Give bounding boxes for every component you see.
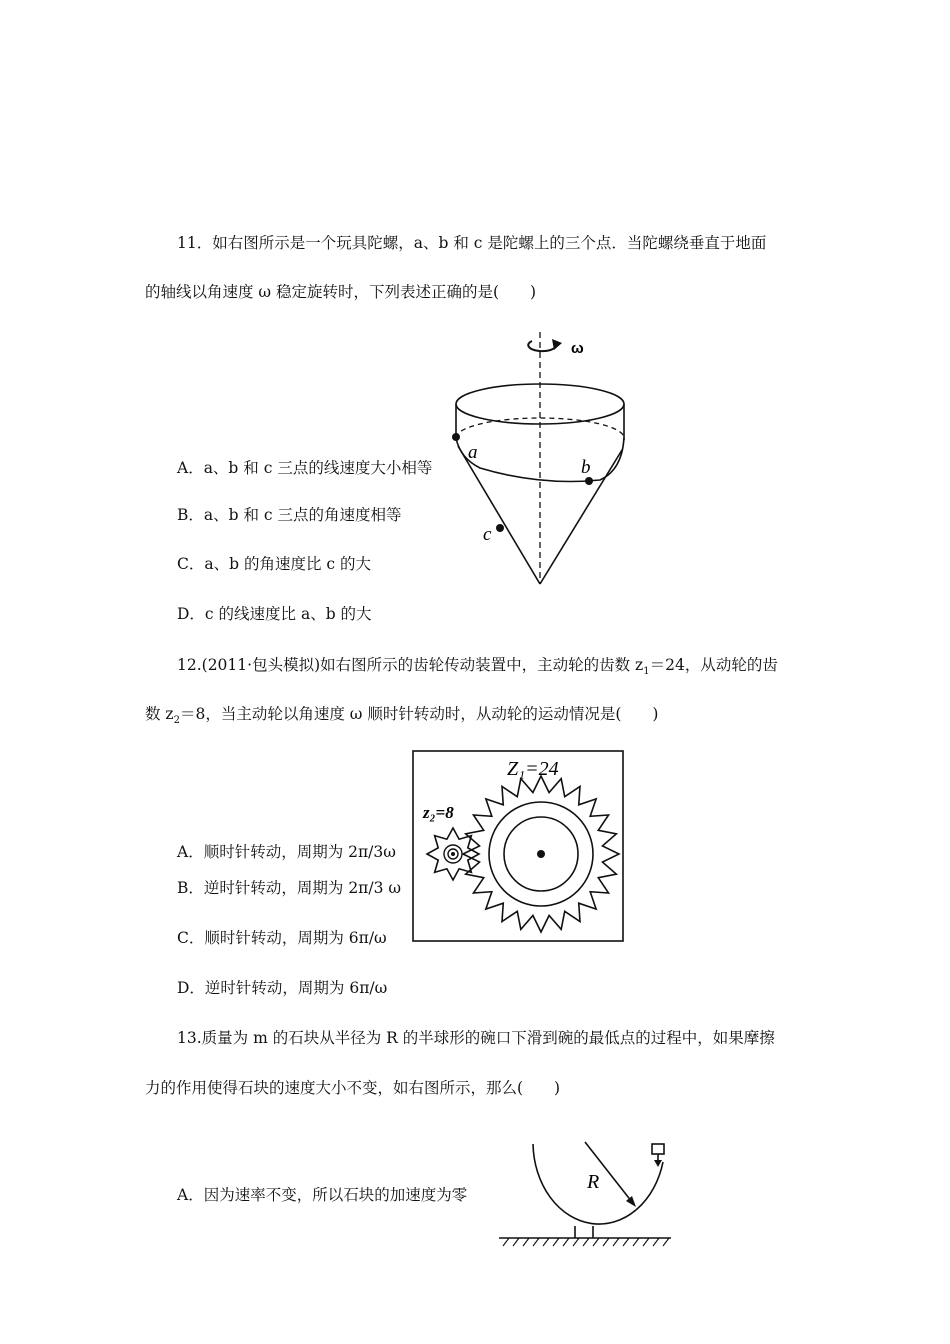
q12-option-a: A．顺时针转动，周期为 2π/3ω — [177, 843, 396, 861]
stone-block — [652, 1144, 664, 1154]
q12-option-b: B．逆时针转动，周期为 2π/3 ω — [177, 879, 402, 897]
q11-option-d: D．c 的线速度比 a、b 的大 — [177, 605, 372, 623]
label-a: a — [468, 442, 478, 463]
q13-line1: 13.质量为 m 的石块从半径为 R 的半球形的碗口下滑到碗的最低点的过程中，如果摩擦 — [177, 1029, 775, 1047]
bowl-figure — [495, 1138, 675, 1253]
q12-line1: 12.(2011·包头模拟)如右图所示的齿轮传动装置中，主动轮的齿数 $z_1=24$，从动轮的齿 — [177, 656, 778, 677]
q12-option-d: D．逆时针转动，周期为 6π/ω — [177, 979, 388, 997]
point-b — [585, 477, 593, 485]
q11-option-a: A．a、b 和 c 三点的线速度大小相等 — [177, 459, 433, 477]
q13-line2: 力的作用使得石块的速度大小不变，如右图所示，那么( ) — [145, 1079, 561, 1097]
q12-line2: 数 $z_2=8$，当主动轮以角速度 ω 顺时针转动时，从动轮的运动情况是( ) — [145, 705, 659, 726]
z1-label: Z₁=24 — [507, 758, 559, 780]
label-c: c — [483, 524, 492, 545]
label-b: b — [581, 457, 591, 478]
spinning-top-figure — [440, 330, 640, 590]
q11-line2: 的轴线以角速度 ω 稳定旋转时，下列表述正确的是( ) — [145, 283, 537, 301]
point-c — [496, 524, 504, 532]
q12-option-c: C．顺时针转动，周期为 6π/ω — [177, 929, 387, 947]
q11-option-b: B．a、b 和 c 三点的角速度相等 — [177, 506, 402, 524]
r-label: R — [587, 1171, 600, 1193]
gear-figure — [412, 750, 624, 942]
q11-line1: 11．如右图所示是一个玩具陀螺，a、b 和 c 是陀螺上的三个点．当陀螺绕垂直于地面 — [177, 234, 767, 252]
q13-option-a: A．因为速率不变，所以石块的加速度为零 — [177, 1186, 468, 1204]
z2-label: z₂=8 — [423, 803, 454, 822]
q11-option-c: C．a、b 的角速度比 c 的大 — [177, 555, 371, 573]
point-a — [452, 433, 460, 441]
omega-label: ω — [571, 340, 584, 357]
